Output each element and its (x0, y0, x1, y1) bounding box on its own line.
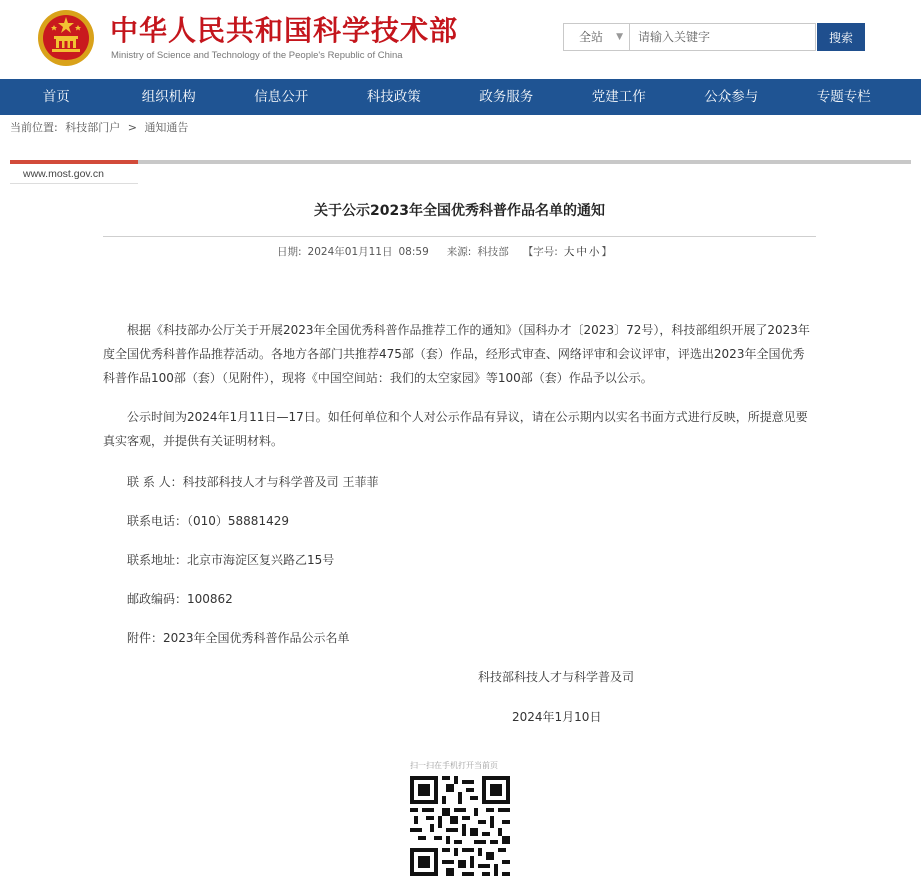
search-input[interactable] (629, 23, 816, 51)
main-nav (0, 79, 921, 115)
date-label: 日期: (277, 246, 302, 258)
nav-item-topics[interactable]: 专题专栏 (816, 89, 871, 105)
article-meta (277, 244, 618, 259)
qr-code-icon (410, 776, 510, 876)
search-scope-value: 全站 (579, 30, 604, 44)
search-button[interactable]: 搜索 (817, 23, 865, 51)
qr-caption: 扫一扫在手机打开当前页 (410, 761, 498, 770)
breadcrumb (10, 119, 192, 135)
title-divider (103, 236, 816, 237)
national-emblem-icon[interactable] (37, 8, 95, 68)
breadcrumb-separator: > (127, 121, 137, 134)
font-size-small[interactable]: 小 (588, 246, 600, 258)
search-scope-select[interactable] (563, 23, 630, 51)
chevron-down-icon: ▼ (616, 32, 623, 42)
publish-time: 08:59 (398, 246, 429, 258)
content-top-accent (10, 160, 138, 164)
breadcrumb-prefix: 当前位置: (10, 121, 58, 134)
nav-item-policy[interactable]: 科技政策 (366, 89, 421, 105)
nav-item-party[interactable]: 党建工作 (591, 89, 646, 105)
source-label: 来源: (446, 246, 472, 258)
publish-date: 2024年01月11日 (307, 246, 393, 258)
domain-mark: www.most.gov.cn (23, 168, 104, 180)
attachment-row (127, 629, 350, 646)
contact-person: 联 系 人：科技部科技人才与科学普及司 王菲菲 (127, 475, 379, 489)
postcode: 邮政编码：100862 (127, 592, 233, 606)
breadcrumb-link-portal[interactable]: 科技部门户 (65, 121, 121, 134)
source-value: 科技部 (477, 246, 509, 258)
site-title[interactable]: 中华人民共和国科学技术部 (110, 14, 459, 47)
paragraph-notice-period: 公示时间为2024年1月11日—17日。如任何单位和个人对公示作品有异议，请在公示期内以实名书面方式进行反映，所提意见要真实客观，并提供有关证明材料。 (103, 410, 808, 448)
nav-item-home[interactable]: 首页 (42, 89, 70, 105)
nav-item-public[interactable]: 公众参与 (704, 89, 759, 105)
contact-address: 联系地址：北京市海淀区复兴路乙15号 (127, 553, 335, 567)
signature-date: 2024年1月10日 (512, 710, 602, 724)
font-size-medium[interactable]: 中 (576, 246, 587, 258)
signature-org: 科技部科技人才与科学普及司 (478, 670, 635, 684)
content-top-border (10, 160, 911, 164)
article-title: 关于公示2023年全国优秀科普作品名单的通知 (314, 203, 605, 219)
attachment-label: 附件： (127, 631, 164, 645)
nav-item-services[interactable]: 政务服务 (479, 89, 534, 105)
paragraph-intro: 根据《科技部办公厅关于开展2023年全国优秀科普作品推荐工作的通知》（国科办才〔2023〕72号），科技部组织开展了2023年度全国优秀科普作品推荐活动。各地方各部门共推荐475部（套）作品，经形式审查、网络评审和会议评审，评选出2023年全国优秀科普作品100部（套）（见附件），现将《中国空间站：我们的太空家园》等100部（套）作品予以公示。 (103, 323, 810, 385)
contact-phone: 联系电话：（010）58881429 (127, 514, 289, 528)
font-size-close: 】 (601, 246, 612, 258)
site-subtitle: Ministry of Science and Technology of the People's Republic of China (111, 50, 403, 61)
nav-item-organization[interactable]: 组织机构 (141, 89, 196, 105)
attachment-link[interactable]: 2023年全国优秀科普作品公示名单 (163, 631, 350, 645)
font-size-label: 【字号: (522, 246, 558, 258)
font-size-large[interactable]: 大 (563, 246, 575, 258)
site-header (0, 0, 921, 79)
nav-item-info-disclosure[interactable]: 信息公开 (254, 89, 309, 105)
search-bar (563, 23, 865, 51)
domain-divider (10, 183, 138, 184)
breadcrumb-link-notices[interactable]: 通知通告 (144, 121, 189, 134)
